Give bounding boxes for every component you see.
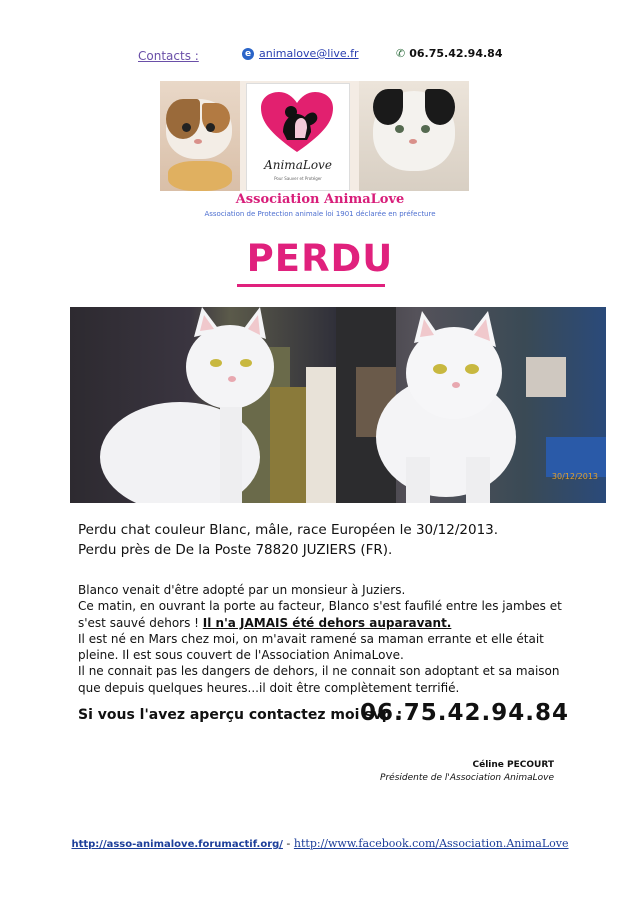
- story-paragraph-4: Il ne connait pas les dangers de dehors, il ne connait son adoptant et sa maison que depuis quelques heures...il doit être complètement terrifié.: [78, 664, 560, 695]
- footer-links: [0, 837, 640, 850]
- lost-headline: PERDU: [246, 237, 394, 280]
- intro-text: [78, 520, 498, 560]
- phone-number: 06.75.42.94.84: [409, 47, 503, 60]
- email-icon: e: [242, 48, 254, 60]
- headline-underline: [237, 284, 385, 287]
- story-paragraph-2-text: Ce matin, en ouvrant la porte au facteur, Blanco s'est faufilé entre les jambes et s'est sauvé dehors !: [78, 599, 562, 630]
- white-cat-image: [70, 307, 336, 503]
- photo-date-stamp: 30/12/2013: [551, 472, 598, 481]
- association-subtitle: Association de Protection animale loi 1901 déclarée en préfecture: [204, 210, 436, 218]
- email-link[interactable]: animalove@live.fr: [259, 47, 359, 60]
- logo-banner: [160, 81, 469, 191]
- kitten-photo-right: [359, 81, 469, 191]
- logo-wordmark: AnimaLove: [264, 158, 332, 172]
- logo-tagline: Pour Sauver et Protéger: [274, 176, 322, 181]
- animalove-logo: [246, 83, 350, 191]
- phone-contact: [396, 47, 502, 60]
- story-paragraph-3: Il est né en Mars chez moi, on m'avait ramené sa maman errante et elle était pleine. Il est sous couvert de l'Association AnimaLove.: [78, 631, 544, 663]
- email-contact: [242, 47, 359, 60]
- signature-name: Céline PECOURT: [472, 760, 554, 770]
- cat-photos: [70, 307, 606, 503]
- story-paragraph-2: [78, 598, 568, 631]
- cat-photo-right: [336, 307, 606, 503]
- signature-role: Présidente de l'Association AnimaLove: [380, 773, 554, 783]
- never-outside-emphasis: Il n'a JAMAIS été dehors auparavant.: [202, 615, 452, 630]
- association-name: Association AnimaLove: [235, 192, 405, 207]
- story-text: [78, 582, 568, 696]
- intro-line-2: Perdu près de De la Poste 78820 JUZIERS (FR).: [78, 542, 393, 558]
- contact-phone-large: 06.75.42.94.84: [360, 700, 569, 726]
- contacts-label: Contacts :: [138, 49, 199, 63]
- story-paragraph-1: Blanco venait d'être adopté par un monsieur à Juziers.: [78, 583, 406, 597]
- cat-photo-left: [70, 307, 336, 503]
- intro-line-1: Perdu chat couleur Blanc, mâle, race Européen le 30/12/2013.: [78, 522, 499, 538]
- heart-logo-icon: [261, 92, 333, 154]
- link-separator: -: [282, 837, 294, 850]
- contact-request: Si vous l'avez aperçu contactez moi svp :: [78, 707, 403, 723]
- facebook-link[interactable]: http://www.facebook.com/Association.AnimaLove: [293, 837, 569, 850]
- kitten-photo-left: [160, 81, 240, 191]
- phone-icon: ✆: [396, 47, 406, 60]
- forum-link[interactable]: http://asso-animalove.forumactif.org/: [71, 839, 283, 850]
